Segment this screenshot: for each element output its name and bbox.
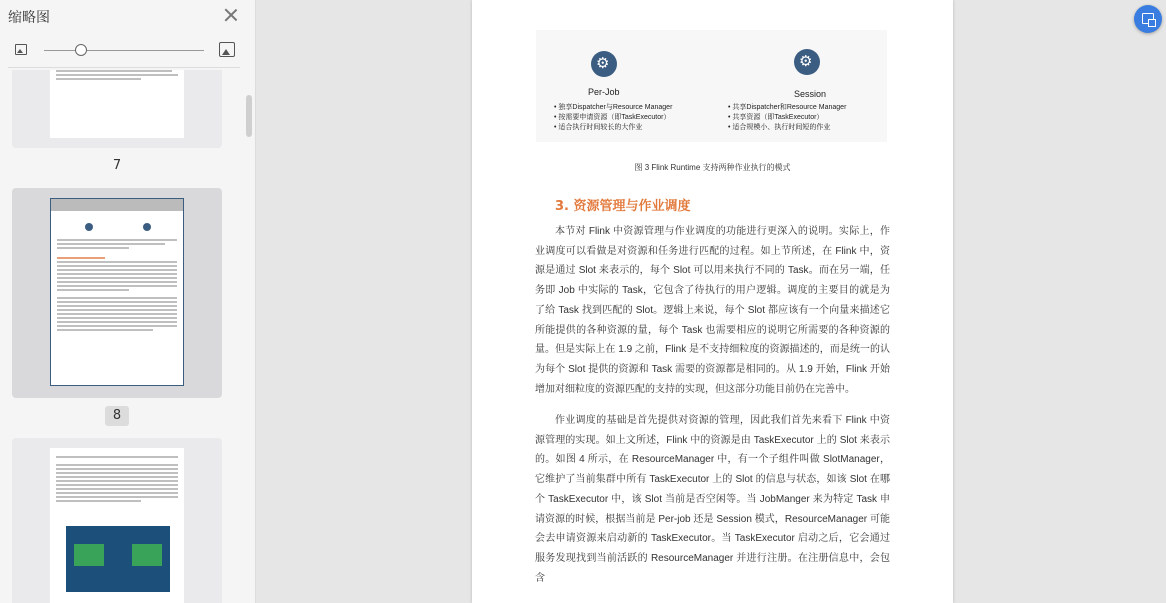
gear-icon (591, 51, 617, 77)
paragraph: 本节对 Flink 中资源管理与作业调度的功能进行更深入的说明。实际上，作业调度可以看做是对资源和任务进行匹配的过程。如上节所述，在 Flink 中，资源是通过 Slot 来表示的，每个 Slot 可以用来执行不同的 Task。而在另一端，任务即 Job 中实际的 Task，它包含了待执行的用户逻辑。调度的主要目的就是为了给 Task 找到匹配的 Slot。逻辑上来说，每个 Slot 都应该有一个向量来描述它所能提供的各种资源的量，每个 Task 也需要相应的说明它所需要的各种资源的量。但是实际上在 1.9 之前，Flink 是不支持细粒度的资源描述的，而是统一的认为每个 Slot 提供的资源和 Task 需要的资源都是相同的。从 1.9 开始，Flink 开始增加对细粒度的资源匹配的支持的实现，但这部分功能目前仍在完善中。 (535, 226, 890, 395)
list-item: • 适合执行时间较长的大作业 (554, 123, 672, 133)
sidebar-divider (8, 67, 240, 68)
paragraph: 作业调度的基础是首先提供对资源的管理，因此我们首先来看下 Flink 中资源管理的实现。如上文所述，Flink 中的资源是由 TaskExecutor 上的 Slot 来表示的。如图 4 所示，在 ResourceManager 中，有一个子组件叫做 SlotManager，它维护了当前集群中所有 TaskExecutor 上的 Slot 的信息与状态，如该 Slot 在哪个 TaskExecutor 中，该 Slot 当前是否空闲等。当 JobManger 来为特定 Task 申请资源的时候，根据当前是 Per-job 还是 Session 模式，ResourceManager 可能会去申请资源来启动新的 TaskExecutor。当 TaskExecutor 启动之后，它会通过服务发现找到当前活跃的 ResourceManager 并进行注册。在注册信息中，会包含 (535, 415, 890, 584)
thumbnail-page-9[interactable] (12, 438, 222, 603)
section-title: 3. 资源管理与作业调度 (555, 199, 691, 214)
thumbnail-sidebar (0, 0, 256, 603)
list-item: • 按需要申请资源（即TaskExecutor） (554, 113, 672, 123)
thumbnail-page-image (50, 198, 184, 386)
gear-icon (794, 49, 820, 75)
page-number-8[interactable]: 8 (105, 406, 129, 426)
document-viewer (257, 0, 1166, 603)
thumbnail-zoom-row (0, 38, 256, 64)
list-item: • 独享Dispatcher与Resource Manager (554, 103, 672, 113)
page-number-7[interactable]: 7 (112, 158, 122, 173)
figure-left-list (554, 103, 672, 133)
figure-left-heading: Per-Job (588, 87, 620, 97)
zoom-slider-thumb[interactable] (75, 44, 87, 56)
thumbnail-page-image (50, 70, 184, 138)
list-item: • 适合规模小、执行时间短的作业 (728, 123, 846, 133)
figure-runtime-modes (536, 30, 887, 142)
figure-right-heading: Session (794, 89, 827, 99)
zoom-slider-track[interactable] (44, 50, 204, 51)
list-item: • 共享资源（即TaskExecutor） (728, 113, 846, 123)
zoom-out-image-icon[interactable] (15, 44, 27, 55)
thumbnail-page-7[interactable] (12, 70, 222, 148)
zoom-in-image-icon[interactable] (219, 42, 235, 57)
figure-right-list (728, 103, 846, 133)
translate-float-button[interactable] (1134, 5, 1162, 33)
thumbnail-list (0, 70, 256, 603)
document-page (472, 0, 953, 603)
thumbnail-page-8[interactable] (12, 188, 222, 398)
thumbnail-page-image (50, 448, 184, 603)
sidebar-scrollbar[interactable] (246, 95, 252, 137)
figure-caption: 图 3 Flink Runtime 支持两种作业执行的模式 (634, 163, 791, 172)
sidebar-title: 缩略图 (8, 10, 50, 26)
list-item: • 共享Dispatcher和Resource Manager (728, 103, 846, 113)
close-icon[interactable] (223, 7, 239, 23)
